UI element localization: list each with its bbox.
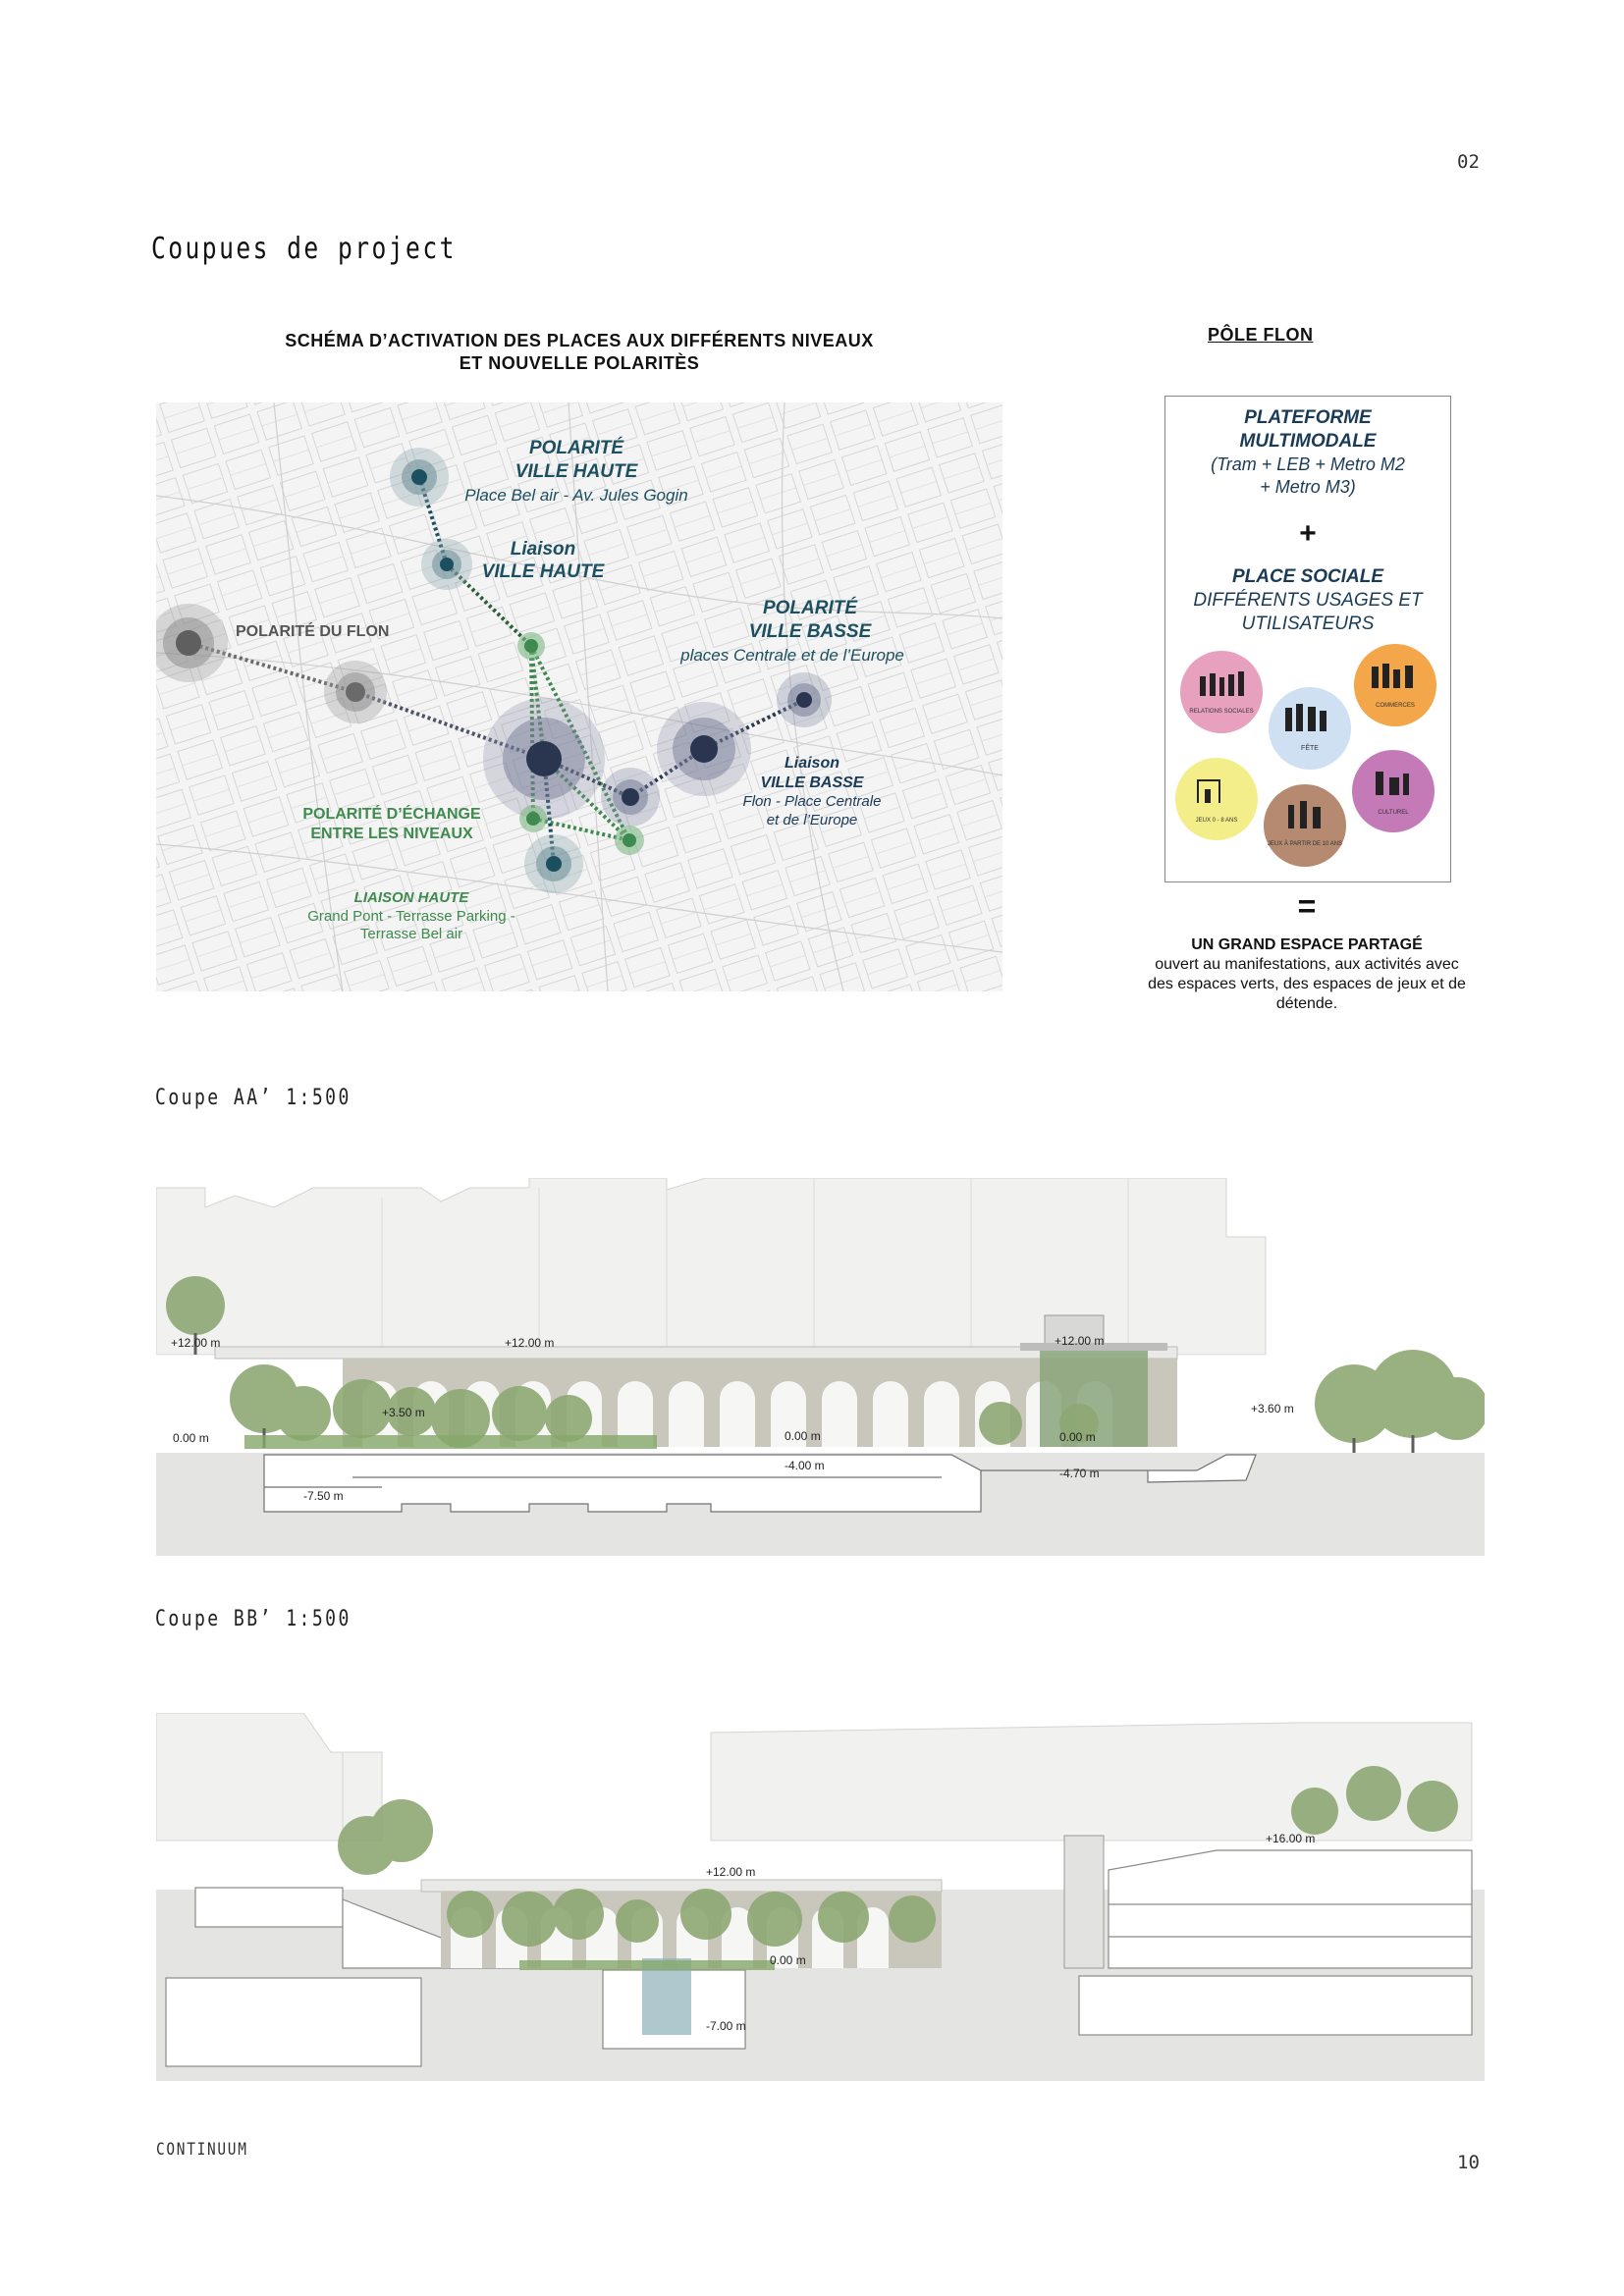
- label-liaison-haute-1: LIAISON HAUTE: [353, 889, 469, 906]
- node-flon-2: [324, 661, 387, 723]
- schema-map: [156, 402, 1002, 991]
- circle-jeux10-label: JEUX À PARTIR DE 10 ANS: [1267, 841, 1343, 847]
- pole-sociale-2: DIFFÉRENTS USAGES ET: [1193, 590, 1423, 611]
- pole-sociale-1: PLACE SOCIALE: [1231, 566, 1384, 587]
- usage-circles: [1165, 642, 1450, 878]
- pole-plateforme-3: (Tram + LEB + Metro M2: [1211, 454, 1405, 474]
- label-liaison-vh-1: Liaison: [510, 539, 576, 560]
- label-liaison-vb-2: VILLE BASSE: [760, 774, 864, 791]
- aa-level-1: +12.00 m: [171, 1336, 221, 1350]
- pole-equals: =: [1297, 888, 1317, 924]
- aa-level-4: +3.50 m: [382, 1406, 425, 1419]
- label-ville-basse-2: VILLE BASSE: [748, 621, 872, 642]
- section-title: Coupues de project: [151, 232, 457, 266]
- node-green-right: [615, 826, 644, 855]
- circle-jeux10: [1264, 784, 1346, 867]
- label-echange-1: POLARITÉ D’ÉCHANGE: [302, 806, 481, 823]
- pole-result-title: UN GRAND ESPACE PARTAGÉ: [1191, 936, 1423, 953]
- node-green-top: [517, 632, 545, 660]
- pole-result-text-3: détende.: [1275, 995, 1338, 1012]
- circle-fete: [1269, 687, 1351, 770]
- pole-box: [1164, 396, 1451, 882]
- circle-relations: [1180, 651, 1263, 733]
- coupe-bb-section: [156, 1713, 1485, 2081]
- aa-level-8: +3.60 m: [1251, 1402, 1294, 1415]
- pole-plateforme-4: + Metro M3): [1260, 477, 1356, 497]
- aa-green-strip: [244, 1435, 657, 1449]
- pole-result-text-1: ouvert au manifestations, aux activités avec: [1155, 956, 1459, 973]
- node-liaison-ville-haute: [421, 539, 472, 590]
- node-center: [483, 698, 605, 820]
- label-liaison-haute-2: Grand Pont - Terrasse Parking -: [307, 908, 515, 925]
- coupe-aa-section: [156, 1178, 1485, 1556]
- label-liaison-vb-4: et de l’Europe: [766, 812, 858, 828]
- circle-jeux-label: JEUX 0 - 8 ANS: [1195, 818, 1238, 824]
- aa-level-10: -4.70 m: [1059, 1467, 1100, 1480]
- pole-result: [1129, 935, 1485, 1014]
- node-echange: [524, 834, 583, 893]
- aa-level-3: +12.00 m: [1055, 1334, 1105, 1348]
- label-liaison-vb-1: Liaison: [784, 755, 840, 772]
- circle-fete-label: FÊTE: [1301, 745, 1319, 752]
- label-ville-haute-2: VILLE HAUTE: [514, 461, 638, 482]
- aa-level-9: -4.00 m: [785, 1459, 825, 1472]
- circle-commerces: [1354, 644, 1436, 726]
- bb-right-terrace: [1079, 1850, 1472, 2035]
- pole-title: PÔLE FLON: [1208, 325, 1314, 345]
- bb-central-shaft: [603, 1958, 745, 2049]
- aa-level-7: 0.00 m: [1059, 1430, 1096, 1444]
- label-ville-haute-1: POLARITÉ: [528, 438, 624, 458]
- coupe-bb-title: Coupe BB’ 1:500: [155, 1607, 352, 1631]
- label-liaison-vh-2: VILLE HAUTE: [481, 561, 605, 582]
- pole-result-text-2: des espaces verts, des espaces de jeux et de: [1148, 976, 1466, 992]
- node-liaison-ville-basse: [601, 768, 660, 827]
- label-ville-haute-sub: Place Bel air - Av. Jules Gogin: [464, 486, 688, 505]
- node-ville-basse: [657, 702, 751, 796]
- schema-title-line2: ET NOUVELLE POLARITÈS: [459, 353, 700, 373]
- page-number-top: 02: [1457, 151, 1480, 173]
- aa-level-2: +12.00 m: [505, 1336, 555, 1350]
- aa-level-11: -7.50 m: [303, 1489, 344, 1503]
- label-echange-2: ENTRE LES NIVEAUX: [310, 826, 473, 842]
- label-ville-basse-1: POLARITÉ: [762, 598, 858, 618]
- pole-plateforme-1: PLATEFORME: [1244, 407, 1372, 428]
- page-number-bottom: 10: [1457, 2152, 1480, 2173]
- coupe-aa-title: Coupe AA’ 1:500: [155, 1086, 352, 1110]
- label-liaison-vb-3: Flon - Place Centrale: [742, 793, 882, 810]
- node-green-left: [519, 805, 547, 832]
- aa-level-5: 0.00 m: [173, 1431, 209, 1445]
- circle-jeux: [1175, 758, 1258, 840]
- node-ville-basse-2: [777, 672, 832, 727]
- pole-plateforme-2: MULTIMODALE: [1239, 431, 1377, 452]
- bb-level-1: +12.00 m: [706, 1865, 756, 1879]
- circle-commerces-label: COMMERCES: [1376, 703, 1415, 709]
- node-ville-haute: [390, 448, 449, 507]
- pole-plus: +: [1299, 517, 1317, 550]
- circle-culturel-label: CULTUREL: [1378, 810, 1409, 816]
- schema-title-line1: SCHÉMA D’ACTIVATION DES PLACES AUX DIFFÉRENTS NIVEAUX: [285, 331, 874, 350]
- label-ville-basse-sub: places Centrale et de l’Europe: [680, 646, 904, 665]
- aa-level-6: 0.00 m: [785, 1429, 821, 1443]
- bb-level-2: +16.00 m: [1266, 1832, 1316, 1845]
- schema-title: [196, 330, 962, 375]
- footer-label: CONTINUUM: [156, 2140, 248, 2160]
- pole-sociale-3: UTILISATEURS: [1241, 614, 1375, 634]
- bb-green-strip: [519, 1960, 775, 1970]
- circle-relations-label: RELATIONS SOCIALES: [1189, 709, 1254, 715]
- label-liaison-haute-3: Terrasse Bel air: [359, 926, 463, 942]
- bb-level-4: -7.00 m: [706, 2019, 746, 2033]
- label-flon: POLARITÉ DU FLON: [236, 623, 390, 640]
- circle-culturel: [1352, 750, 1435, 832]
- bb-level-3: 0.00 m: [770, 1953, 806, 1967]
